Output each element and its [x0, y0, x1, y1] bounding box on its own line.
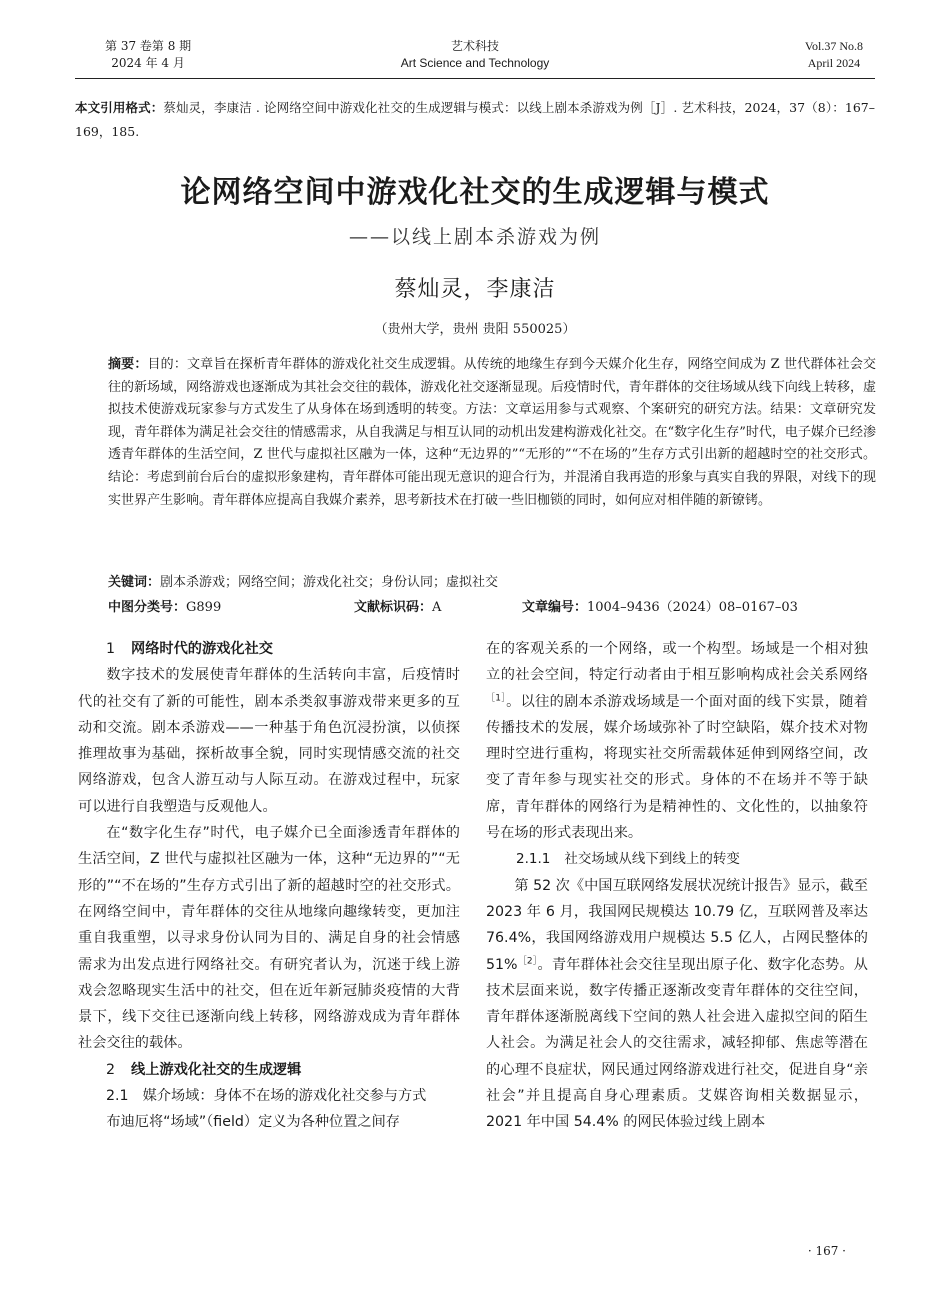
doc-value: A [432, 600, 442, 615]
clc-number [108, 597, 221, 619]
subsubsection-number: 2.1.1 [516, 851, 551, 868]
section-title: 网络时代的游戏化社交 [131, 641, 273, 657]
article-number [522, 597, 798, 619]
keywords-text: 剧本杀游戏；网络空间；游戏化社交；身份认同；虚拟社交 [160, 575, 499, 590]
paragraph-continued [486, 636, 868, 846]
running-header [75, 38, 875, 79]
keywords [108, 572, 876, 594]
abstract [108, 354, 876, 512]
header-volume-en [805, 38, 863, 72]
subsubsection-heading-2-1-1 [486, 846, 868, 872]
article-meta [108, 597, 876, 619]
paragraph-text: 。青年群体社会交往呈现出原子化、数字化态势。从技术层面来说，数字传播正逐渐改变青年群体的交往空间，青年群体逐渐脱离线下空间的熟人社会进入虚拟空间的陌生人社会。为满足社会人的交往需求，减轻抑郁、焦虑等潜在的心理不良症状，网民通过网络游戏进行社交，促进自身“亲社会”并且提高自身心理素质。艾媒咨询相关数据显示，2021 年中国 54.4% 的网民体验过线上剧本 [486, 956, 868, 1131]
abstract-label: 摘要： [108, 357, 148, 372]
document-code [354, 597, 441, 619]
affiliation: （贵州大学，贵州 贵阳 550025） [374, 322, 576, 337]
header-date-en: April 2024 [807, 56, 861, 70]
citation-ref: ［2］ [517, 955, 538, 966]
citation-ref: ［1］ [486, 692, 507, 703]
clc-value: G899 [186, 600, 222, 615]
abstract-text: 目的：文章旨在探析青年群体的游戏化社交生成逻辑。从传统的地缘生存到今天媒介化生存，网络空间成为 Z 世代群体社会交往的新场域，网络游戏也逐渐成为其社会交往的载体，游戏化社交逐渐显现。后疫情时代，青年群体的交往场域从线下向线上转移，虚拟技术使游戏玩家参与方式发生了从身体在场到透明的转变。方法：文章运用参与式观察、个案研究的研究方法。结果：文章研究发现，青年群体为满足社会交往的情感需求，从自我满足与相互认同的动机出发建构游戏化社交。在“数字化生存”时代，电子媒介已经渗透青年群体的生活空间，Z 世代与虚拟社区融为一体，这种“无边界的”“无形的”“不在场的”生存方式引出新的超越时空的社交形式。结论：考虑到前台后台的虚拟形象建构，青年群体可能出现无意识的迎合行为，并混淆自我再造的形象与真实自我的界限，对线下的现实世界产生影响。青年群体应提高自我媒介素养，思考新技术在打破一些旧枷锁的同时，如何应对相伴随的新镣铐。 [108, 357, 876, 508]
section-heading-1 [78, 636, 460, 662]
journal-name-en: Art Science and Technology [400, 56, 550, 70]
journal-name-cn: 艺术科技 [450, 39, 499, 53]
subsection-number: 2.1 [106, 1088, 129, 1105]
paragraph-text: 在的客观关系的一个网络，或一个构型。场域是一个相对独立的社会空间，特定行动者由于相互影响构成社会关系网络 [486, 641, 868, 684]
paragraph: 布迪厄将“场域”（field）定义为各种位置之间存 [106, 1114, 400, 1131]
section-heading-2 [78, 1057, 460, 1083]
keywords-label: 关键词： [108, 575, 161, 590]
citation-text: 蔡灿灵，李康洁 . 论网络空间中游戏化社交的生成逻辑与模式：以线上剧本杀游戏为例［J］. 艺术科技，2024，37（8）：167–169，185. [75, 100, 875, 139]
article-value: 1004–9436（2024）08–0167–03 [587, 600, 798, 615]
paragraph [486, 873, 868, 1136]
section-title: 线上游戏化社交的生成逻辑 [131, 1061, 302, 1078]
section-number: 2 [106, 1061, 116, 1078]
header-journal [75, 38, 875, 72]
header-vol-no: Vol.37 No.8 [804, 39, 863, 53]
header-volume-issue: 第 37 卷第 8 期 [105, 39, 192, 53]
subsubsection-title: 社交场域从线下到线上的转变 [564, 851, 740, 868]
section-number: 1 [106, 641, 116, 657]
subsection-title: 媒介场域：身体不在场的游戏化社交参与方式 [142, 1088, 427, 1105]
clc-label: 中图分类号： [108, 600, 187, 615]
body-column-right [486, 636, 868, 1136]
body-column-left [78, 636, 460, 1136]
paragraph: 在“数字化生存”时代，电子媒介已全面渗透青年群体的生活空间，Z 世代与虚拟社区融为一体，这种“无边界的”“无形的”“不在场的”生存方式引出了新的超越时空的社交形式。在网络空间中，青年群体的交往从地缘向趣缘转变，更加注重自我重塑，以寻求身份认同为目的、满足自身的社会情感需求为出发点进行网络社交。有研究者认为，沉迷于线上游戏会忽略现实生活中的社交，但在近年新冠肺炎疫情的大背景下，线下交往已逐渐向线上转移，网络游戏成为青年群体社会交往的载体。 [78, 825, 460, 1052]
article-title: 论网络空间中游戏化社交的生成逻辑与模式 [180, 175, 770, 210]
paragraph: 数字技术的发展使青年群体的生活转向丰富，后疫情时代的社交有了新的可能性，剧本杀类叙事游戏带来更多的互动和交流。剧本杀游戏——一种基于角色沉浸扮演，以侦探推理故事为基础，探析故事全貌，同时实现情感交流的社交网络游戏，包含人游互动与人际互动。在游戏过程中，玩家可以进行自我塑造与反观他人。 [78, 667, 460, 815]
article-label: 文章编号： [522, 600, 588, 615]
citation-format [75, 96, 875, 144]
authors: 蔡灿灵，李康洁 [394, 277, 556, 302]
page-number: · 167 · [807, 1244, 846, 1258]
citation-label: 本文引用格式： [75, 100, 164, 115]
paragraph-text: 。以往的剧本杀游戏场域是一个面对面的线下实景，随着传播技术的发展，媒介场域弥补了时空缺陷，媒介技术对物理时空进行重构，将现实社交所需载体延伸到网络空间，改变了青年参与现实社交的形式。身体的不在场并不等于缺席，青年群体的网络行为是精神性的、文化性的，以抽象符号在场的形式表现出来。 [486, 693, 868, 842]
article-subtitle: ——以线上剧本杀游戏为例 [348, 226, 601, 248]
doc-label: 文献标识码： [354, 600, 433, 615]
header-date-cn: 2024 年 4 月 [111, 56, 185, 70]
paragraph-text: 第 52 次《中国互联网络发展状况统计报告》显示，截至 2023 年 6 月，我国网民规模达 10.79 亿，互联网普及率达 76.4%，我国网络游戏用户规模达 5.5 亿人，占网民整体的 51% [486, 877, 868, 973]
subsection-heading-2-1 [78, 1083, 460, 1109]
